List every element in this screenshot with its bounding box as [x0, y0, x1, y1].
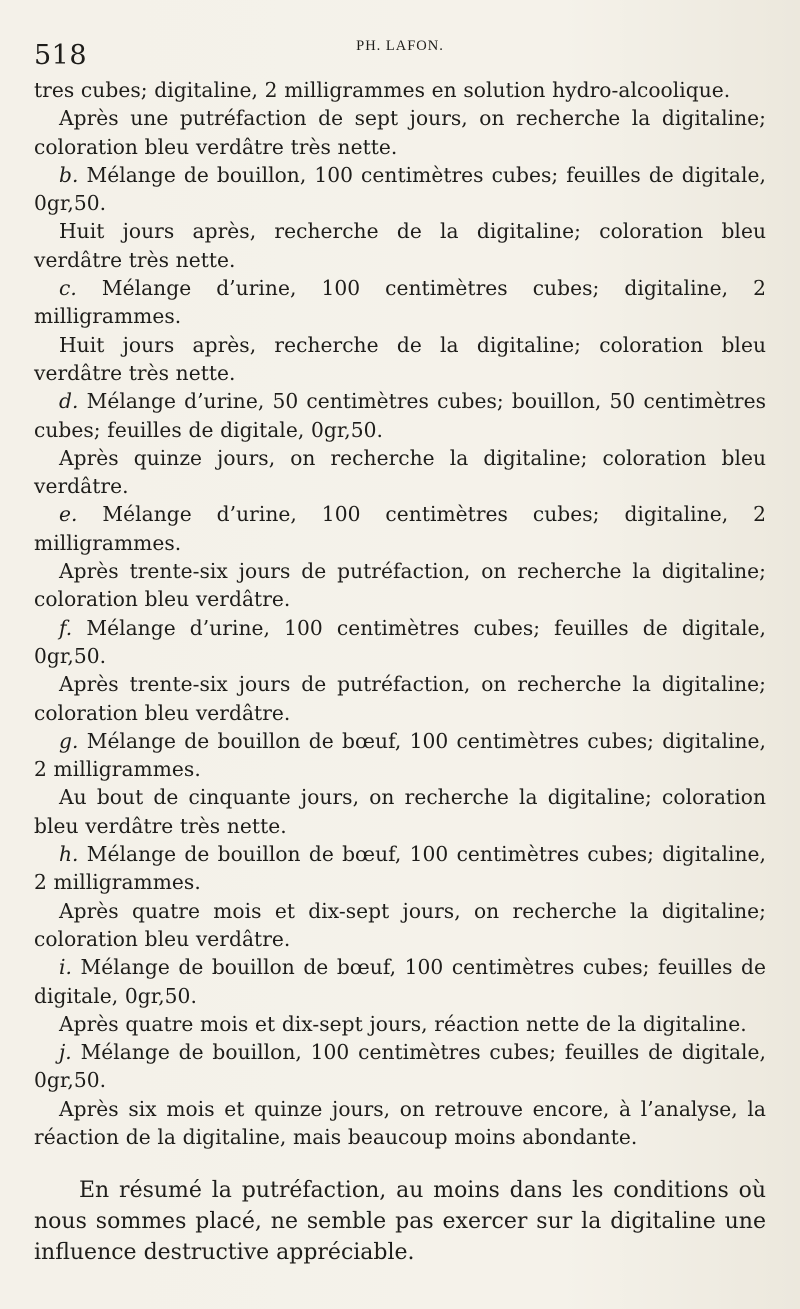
paragraph-text: Mélange de bouillon, 100 centimètres cubes; feuilles de digitale, 0gr,50. [34, 162, 766, 216]
item-letter: e. [59, 502, 78, 527]
paragraph-text: Après une putréfaction de sept jours, on recherche la digitaline; coloration bleu verdâtre très nette. [34, 106, 766, 159]
paragraph-text: Après quinze jours, on recherche la digitaline; coloration bleu verdâtre. [34, 445, 766, 499]
experiment-item [34, 953, 766, 1010]
experiment-item [34, 274, 766, 331]
paragraph-text: Au bout de cinquante jours, on recherche la digitaline; coloration bleu verdâtre très nette. [34, 785, 766, 838]
item-letter: b. [59, 162, 79, 187]
text-paragraph [34, 331, 766, 388]
text-paragraph [34, 217, 766, 274]
experiment-item [34, 840, 766, 897]
paragraph-text: Mélange d’urine, 100 centimètres cubes; feuilles de digitale, 0gr,50. [34, 615, 766, 668]
text-paragraph [34, 76, 766, 104]
text-paragraph [34, 783, 766, 840]
item-letter: d. [59, 389, 79, 414]
item-letter: i. [59, 955, 72, 980]
item-letter: j. [59, 1040, 72, 1065]
text-paragraph [34, 670, 766, 727]
item-letter: c. [59, 276, 77, 301]
paragraph-text: Mélange d’urine, 100 centimètres cubes; digitaline, 2 milligrammes. [34, 276, 767, 329]
experiment-item [34, 1038, 766, 1095]
text-paragraph [34, 444, 766, 501]
paragraph-text: Huit jours après, recherche de la digitaline; coloration bleu verdâtre très nette. [34, 332, 766, 385]
experiment-item [34, 500, 766, 557]
text-paragraph [34, 897, 766, 954]
paragraph-text: Après trente-six jours de putréfaction, on recherche la digitaline; coloration bleu verdâtre. [34, 672, 766, 725]
paragraph-text: Après quatre mois et dix-sept jours, on recherche la digitaline; coloration bleu verdâtre. [34, 898, 766, 951]
experiment-item [34, 727, 766, 784]
text-paragraph [34, 1010, 766, 1038]
paragraph-text: Mélange de bouillon, 100 centimètres cubes; feuilles de digitale, 0gr,50. [34, 1040, 766, 1093]
paragraph-text: Après trente-six jours de putréfaction, on recherche la digitaline; coloration bleu verdâtre. [34, 559, 766, 612]
item-letter: g. [59, 728, 79, 753]
paragraph-text: Mélange d’urine, 50 centimètres cubes; bouillon, 50 centimètres cubes; feuilles de digitale, 0gr,50. [34, 389, 766, 442]
paragraph-text: Mélange d’urine, 100 centimètres cubes; digitaline, 2 milligrammes. [34, 502, 767, 555]
paragraph-text: Mélange de bouillon de bœuf, 100 centimètres cubes; digitaline, 2 milligrammes. [34, 842, 766, 895]
experiment-item [34, 161, 766, 218]
summary-paragraph: En résumé la putréfaction, au moins dans les conditions où nous sommes placé, ne semble pas exercer sur la digitaline une influence destructive appréciable. [34, 1178, 766, 1266]
text-paragraph [34, 1095, 766, 1152]
running-head: PH. LAFON. [356, 38, 444, 54]
paragraph-text: Mélange de bouillon de bœuf, 100 centimètres cubes; digitaline, 2 milligrammes. [34, 728, 766, 782]
text-paragraph [34, 557, 766, 614]
text-paragraph [34, 104, 766, 161]
paragraph-text: tres cubes; digitaline, 2 milligrammes en solution hydro-alcoolique. [34, 78, 731, 102]
experiment-item [34, 387, 766, 444]
paragraph-text: Après six mois et quinze jours, on retrouve encore, à l’analyse, la réaction de la digitaline, mais beaucoup moins abondante. [34, 1096, 766, 1149]
body-text [34, 76, 766, 1151]
paragraph-text: Huit jours après, recherche de la digitaline; coloration bleu verdâtre très nette. [34, 219, 766, 272]
item-letter: h. [59, 842, 79, 867]
paragraph-text: Après quatre mois et dix-sept jours, réaction nette de la digitaline. [59, 1011, 747, 1036]
paragraph-text: Mélange de bouillon de bœuf, 100 centimètres cubes; feuilles de digitale, 0gr,50. [34, 955, 766, 1008]
page-number: 518 [34, 40, 88, 71]
item-letter: f. [59, 615, 73, 640]
page-header [34, 34, 766, 76]
experiment-item [34, 614, 766, 671]
